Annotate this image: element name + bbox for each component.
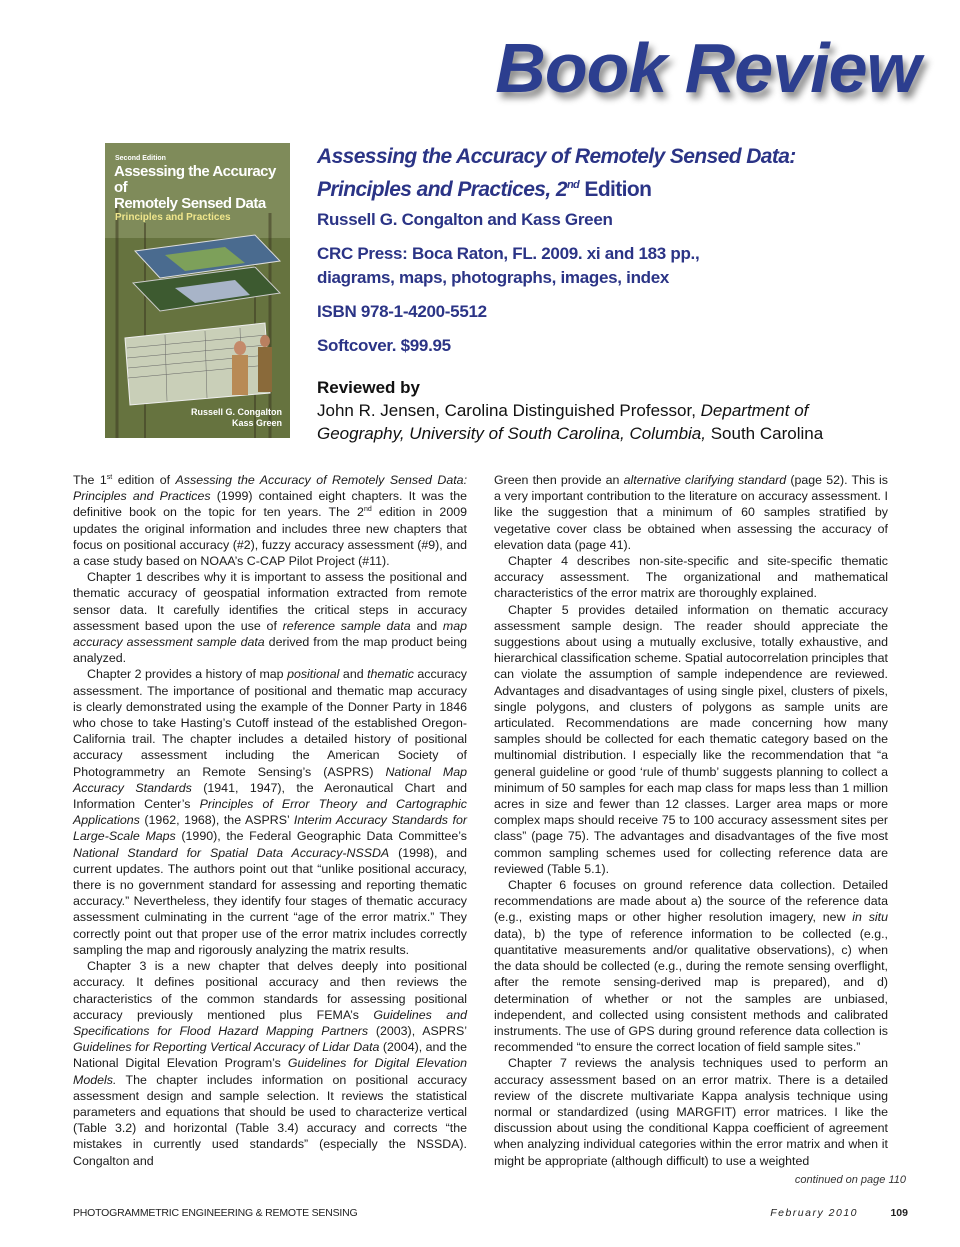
paragraph bbox=[494, 553, 888, 602]
superscript: nd bbox=[363, 506, 372, 514]
book-cover-image bbox=[105, 143, 290, 438]
reviewer-name: John R. Jensen, Carolina Distinguished Professor, bbox=[317, 401, 701, 420]
book-price: Softcover. $99.95 bbox=[317, 336, 451, 355]
paragraph bbox=[73, 958, 467, 1169]
book-title-sup: nd bbox=[566, 179, 580, 191]
paragraph bbox=[494, 877, 888, 1055]
reviewer-line2 bbox=[317, 422, 927, 445]
cover-subtitle: Principles and Practices bbox=[115, 212, 231, 223]
text-run: Chapter 2 provides a history of map bbox=[87, 667, 288, 682]
book-authors: Russell G. Congalton and Kass Green bbox=[317, 210, 613, 229]
footer-page-number: 109 bbox=[890, 1207, 908, 1219]
text-run: and bbox=[410, 618, 443, 633]
book-isbn: ISBN 978-1-4200-5512 bbox=[317, 302, 487, 321]
paragraph bbox=[73, 666, 467, 958]
text-run: derived from the map product being analyzed. bbox=[73, 635, 467, 666]
italic-text: Principles of Error Theory and Cartographic Applications bbox=[73, 797, 467, 828]
paragraph bbox=[73, 569, 467, 666]
text-run: data), b) the type of reference information to be collected (e.g., quantitative measurements and/or qualitative observations), c) when the data should be collected (e.g., during the remote sensing overflight, after the remote sensing-derived map is prepared), and d) determination of whether or not the samples are unbiased, independent, and collected using consistent methods and calibrated instruments. The use of GPS during ground reference data collection is recommended “to ensure the correct location of field sample sites.” bbox=[494, 926, 888, 1055]
right-column bbox=[494, 472, 888, 1169]
text-run: Chapter 1 describes why it is important to assess the positional and thematic accuracy of geospatial information extracted from remote sensor data. It carefully identifies the critical steps in accuracy assessment based upon the use of bbox=[73, 570, 467, 633]
superscript: st bbox=[106, 473, 113, 481]
reviewer-line1 bbox=[317, 399, 927, 422]
book-review-masthead: Book Review bbox=[495, 29, 920, 107]
cover-title bbox=[114, 164, 289, 212]
reviewer-state: South Carolina bbox=[705, 424, 824, 443]
text-run: Chapter 7 reviews the analysis techniques used to perform an accuracy assessment based on an error matrix. There is a detailed review of the discrete multivariate Kappa analysis technique using normal or standardized (using MARGFIT) error matrices. I like the discussion about using the conditional Kappa coefficient of agreement when analyzing individual categories within the error matrix and when it might be appropriate (although difficult) to use a weighted bbox=[494, 1056, 888, 1168]
italic-text: Guidelines for Digital Elevation Models. bbox=[73, 1056, 467, 1087]
book-title-line2-text: Principles and Practices, 2 bbox=[317, 178, 567, 201]
book-title-line1: Assessing the Accuracy of Remotely Sensed Data: bbox=[317, 145, 796, 168]
reviewer-dept-1: Department of bbox=[700, 401, 809, 420]
text-run: (1990), the Federal Geographic Data Committee’s bbox=[175, 829, 467, 844]
book-title-line2 bbox=[317, 171, 927, 204]
text-run: (1941, 1947), the Aeronautical Chart and Information Center’s bbox=[73, 780, 467, 812]
text-run: (2004), and the National Digital Elevation Program’s bbox=[73, 1040, 467, 1071]
continued-note: continued on page 110 bbox=[794, 1174, 906, 1186]
text-run: Chapter 3 is a new chapter that delves deeply into positional accuracy. It defines positional accuracy and then reviews the characteristics of the common standards for assessing positional accuracy previously mentioned plus FEMA’s bbox=[73, 959, 467, 1022]
text-run: Chapter 6 focuses on ground reference data collection. Detailed recommendations are made about a) the source of the reference data (e.g., existing maps or other higher resolution imagery, new bbox=[494, 878, 888, 925]
cover-authors bbox=[191, 407, 282, 429]
text-run: Chapter 4 describes non-site-specific and site-specific thematic accuracy assessment. The organizational and mathematical characteristics of the error matrix are thoroughly explained. bbox=[494, 554, 888, 601]
text-run: Chapter 5 provides detailed information on thematic accuracy assessment sample design. The reader should appreciate the suggestions about using a mutually exclusive, totally exhaustive, and hierarchical classification scheme. Spatial autocorrelation principles that can violate the assumption of sample independence are reviewed. Advantages and disadvantages of using single pixel, clusters of pixels, single polygons, and clusters of polygons as sample units are articulated. Recommendations are made concerning how many samples should be collected for each thematic category based on the multinomial distribution. I especially like the recommendation that “a general guideline or good ‘rule of thumb’ suggests planning to collect a minimum of 50 samples for each map class for maps less than 1 million acres in size and fewer than 12 classes. Larger area maps or more complex maps should receive 75 to 100 accuracy assessment sites per class” (page 75). The advantages and disadvantages of the five most common sampling schemes used for collecting reference data are reviewed (Table 5.1). bbox=[494, 602, 888, 876]
book-title-edition: Edition bbox=[579, 178, 652, 201]
footer-date: February 2010 bbox=[770, 1207, 858, 1219]
italic-text: Assessing the Accuracy of Remotely Sensed Data: Principles and Practices bbox=[73, 473, 468, 504]
text-run: Green then provide an bbox=[494, 473, 624, 487]
cover-title-line1: Assessing the Accuracy of bbox=[114, 163, 276, 196]
cover-edition: Second Edition bbox=[115, 155, 166, 162]
footer-journal: PHOTOGRAMMETRIC ENGINEERING & REMOTE SENSING bbox=[73, 1207, 358, 1219]
reviewer-dept-2: Geography, University of South Carolina, Columbia, bbox=[317, 424, 706, 443]
italic-text: alternative clarifying standard bbox=[623, 473, 787, 487]
book-info bbox=[317, 143, 927, 358]
italic-text: reference sample data bbox=[282, 618, 411, 633]
italic-text: map accuracy assessment sample data bbox=[73, 618, 468, 650]
paragraph bbox=[73, 472, 467, 569]
text-run: (1962, 1968), the ASPRS’ bbox=[139, 813, 294, 828]
publisher-line1: CRC Press: Boca Raton, FL. 2009. xi and 183 pp., bbox=[317, 244, 700, 263]
italic-text: National Standard for Spatial Data Accuracy-NSSDA bbox=[73, 845, 390, 860]
reviewer-block bbox=[317, 376, 927, 445]
publisher-line2: diagrams, maps, photographs, images, index bbox=[317, 268, 670, 287]
paragraph bbox=[494, 602, 888, 877]
text-run: edition in 2009 updates the original information and includes three new chapters that focus on positional accuracy (#2), fuzzy accuracy assessment (#9), and a case study based on NOAA’s C-CAP Pilot Project (#11). bbox=[73, 505, 467, 569]
text-run: The 1 bbox=[73, 473, 107, 487]
cover-title-line2: Remotely Sensed Data bbox=[114, 195, 266, 212]
text-run: The chapter includes information on positional accuracy assessment design and sample selection. It reviews the statistical parameters and equations that should be used to characterize vertical (Table 3.2) and horizontal (Table 3.4) accuracy and corrects “the mistakes in currently used standards” (especially the NSSDA). Congalton and bbox=[73, 1072, 467, 1168]
italic-text: thematic bbox=[367, 667, 414, 682]
page-footer bbox=[73, 1203, 908, 1225]
text-run: (page 52). This is a very important contribution to the literature on accuracy assessment. I like the suggestion that a minimum of 60 samples stratified by vegetative cover class be obtained when assessing the accuracy of elevation data (page 41). bbox=[494, 473, 888, 552]
text-run: and bbox=[339, 667, 368, 682]
italic-text: Interim Accuracy Standards for Large-Scale Maps bbox=[73, 813, 467, 844]
cover-author-2: Kass Green bbox=[231, 418, 282, 428]
italic-text: positional bbox=[287, 667, 340, 682]
text-run: (1998), and current updates. The authors point out that “unlike positional accuracy, there is no government standard for assessing and reporting thematic accuracy.” Nevertheless, they identify four stages of thematic accuracy assessment culminating in the current “age of the error matrix.” They correctly point out that proper use of the error matrix includes correctly sampling the map and rigorously analyzing the matrix results. bbox=[73, 845, 467, 957]
text-run: accuracy assessment. The importance of positional and thematic map accuracy is clearly demonstrated using the example of the Donner Party in 1846 who chose to take Hasting’s Cutoff instead of the established Oregon-California trail. The chapter includes a detailed history of positional accuracy assessment including the American Society of Photogrammetry an Remote Sensing’s (ASPRS) bbox=[73, 667, 467, 779]
italic-text: in situ bbox=[852, 910, 888, 925]
cover-author-1: Russell G. Congalton bbox=[190, 407, 282, 417]
text-run: (1999) contained eight chapters. It was the definitive book on the topic for ten years. The 2 bbox=[73, 489, 467, 520]
text-run: edition of bbox=[112, 473, 176, 487]
paragraph bbox=[494, 472, 888, 553]
reviewed-by-label: Reviewed by bbox=[317, 378, 420, 397]
paragraph bbox=[494, 1055, 888, 1168]
left-column bbox=[73, 472, 467, 1169]
text-run: (2003), ASPRS’ bbox=[368, 1023, 467, 1038]
italic-text: Guidelines for Reporting Vertical Accuracy of Lidar Data bbox=[73, 1040, 380, 1055]
italic-text: National Map Accuracy Standards bbox=[73, 764, 467, 795]
italic-text: Guidelines and Specifications for Flood Hazard Mapping Partners bbox=[73, 1007, 467, 1038]
